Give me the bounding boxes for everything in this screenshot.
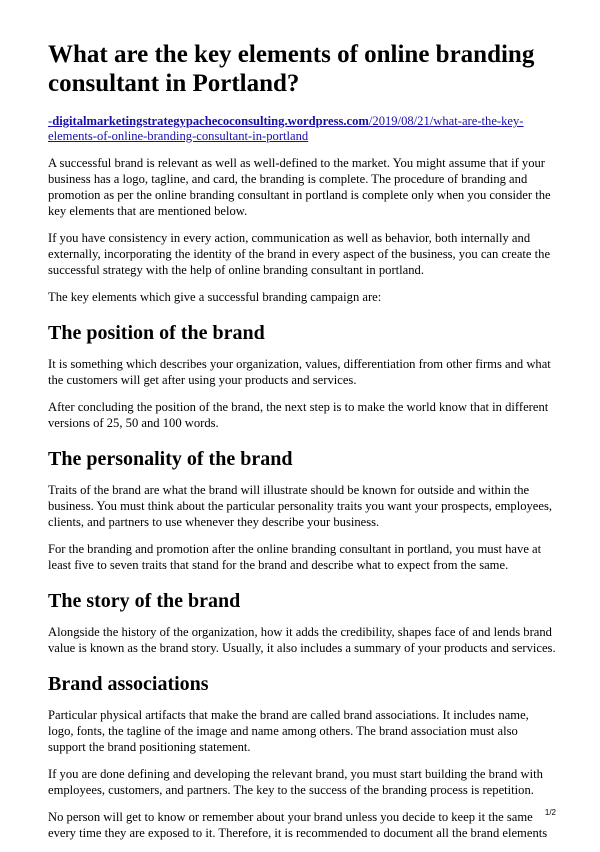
section-heading-associations: Brand associations [48,673,209,695]
source-link[interactable] [48,114,556,144]
section-paragraph: For the branding and promotion after the online branding consultant in portland, you must have at least five to seven traits that stand for the brand and describe what to expect from the same. [48,542,542,572]
section-paragraph: Traits of the brand are what the brand will illustrate should be known for outside and within the business. You must think about the particular personality traits you want your prospects, employees, clients, and partners to use whenever they describe your business. [48,483,553,529]
section-paragraph: No person will get to know or remember about your brand unless you decide to keep it the same every time they are exposed to it. Therefore, it is recommended to document all the brand elements [48,810,548,840]
intro-paragraph: The key elements which give a successful branding campaign are: [48,290,382,304]
page-number: 1/2 [544,808,556,817]
section-paragraph: Alongside the history of the organization, how it adds the credibility, shapes face of and lends brand value is known as the brand story. Usually, it also includes a summary of your products and services. [48,625,556,655]
page-title: What are the key elements of online branding consultant in Portland? [48,41,535,97]
section-paragraph: It is something which describes your organization, values, differentiation from other firms and what the customers will get after using your products and services. [48,357,551,387]
section-heading-story: The story of the brand [48,590,241,612]
section-paragraph: Particular physical artifacts that make the brand are called brand associations. It includes name, logo, fonts, the tagline of the image and name among others. The brand association must also support the brand positioning statement. [48,708,529,754]
source-link-path: /2019/08/21/what-are-the-key-elements-of-online-branding-consultant-in-portland [48,114,524,143]
intro-paragraph: A successful brand is relevant as well as well-defined to the market. You might assume that if your business has a logo, tagline, and card, the branding is complete. The procedure of branding and promotion as per the online branding consultant in portland is complete only when you consider the key elements that are mentioned below. [48,156,551,218]
section-paragraph: If you are done defining and developing the relevant brand, you must start building the brand with employees, customers, and partners. The key to the success of the branding process is repetition. [48,767,543,797]
source-link-prefix: - [48,114,53,128]
document-page [48,40,556,852]
section-heading-personality: The personality of the brand [48,448,293,470]
section-heading-position: The position of the brand [48,322,265,344]
intro-paragraph: If you have consistency in every action, communication as well as behavior, both internally and externally, incorporating the identity of the brand in every aspect of the business, you can create the successful strategy with the help of online branding consultant in portland. [48,231,551,277]
section-paragraph: After concluding the position of the brand, the next step is to make the world know that in different versions of 25, 50 and 100 words. [48,400,549,430]
source-link-domain: digitalmarketingstrategypachecoconsulting.wordpress.com [52,114,369,128]
